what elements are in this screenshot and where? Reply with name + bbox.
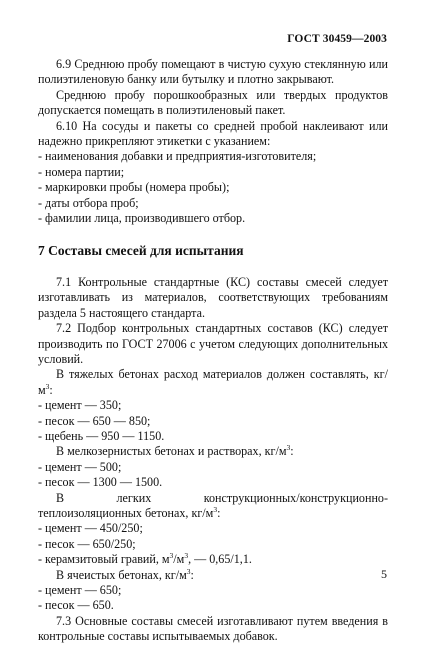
light-concrete-intro: В легких конструкционных/конструкционно-теплоизоляционных бетонах, $кг/м^3$: bbox=[38, 490, 388, 520]
list-item: - фамилии лица, производившего отбор. bbox=[38, 211, 246, 226]
list-item: - щебень — 950 — 1150. bbox=[38, 428, 165, 443]
list-item: - маркировки пробы (номера пробы); bbox=[38, 180, 230, 195]
list-item: - цемент — 650; bbox=[38, 583, 122, 597]
paragraph-7-2: 7.2 Подбор контрольных стандартных составов (КС) следует производить по ГОСТ 27006 с учетом следующих дополнительных условий. bbox=[38, 321, 388, 366]
list-item: - песок — 650/250; bbox=[38, 536, 136, 551]
paragraph-7-1: 7.1 Контрольные стандартные (КС) составы смесей следует изготавливать из материалов, соответствующих требованиям раздела 5 настоящего стандарта. bbox=[38, 274, 388, 320]
list-item: - номера партии; bbox=[38, 164, 125, 179]
fine-concrete-intro: В мелкозернистых бетонах и растворах, $кг/м^3$: bbox=[56, 443, 294, 459]
list-item: - песок — 650 — 850; bbox=[38, 413, 151, 428]
list-item: - цемент — 450/250; bbox=[38, 521, 143, 536]
list-item: - цемент — 350; bbox=[38, 398, 122, 413]
list-item: - даты отбора проб; bbox=[38, 195, 139, 210]
list-item: - цемент — 500; bbox=[38, 459, 122, 474]
paragraph-6-9: 6.9 Среднюю пробу помещают в чистую сухую стеклянную или полиэтиленовую банку или бутылку и плотно закрывают. bbox=[38, 57, 388, 87]
paragraph-6-10: 6.10 На сосуды и пакеты со средней пробой наклеивают или надежно прикрепляют этикетки с указанием: bbox=[38, 118, 388, 149]
list-item-gravel: - керамзитовый гравий, $м^3/м^3$, — 0,65/1,1. bbox=[38, 551, 252, 567]
document-body bbox=[38, 57, 388, 645]
list-item: - песок — 650. bbox=[38, 598, 114, 613]
page-number: 5 bbox=[381, 567, 387, 581]
paragraph-sample-bag: Среднюю пробу порошкообразных или твердых продуктов допускается помещать в полиэтиленовый пакет. bbox=[38, 87, 388, 118]
list-item: - наименования добавки и предприятия-изготовителя; bbox=[38, 149, 317, 164]
heavy-concrete-intro: В тяжелых бетонах расход материалов должен составлять, $кг/м^3$: bbox=[38, 367, 388, 397]
cellular-concrete-intro: В ячеистых бетонах, $кг/м^3$: bbox=[56, 566, 194, 582]
list-item: - песок — 1300 — 1500. bbox=[38, 475, 163, 490]
section-title: 7 Составы смесей для испытания bbox=[38, 243, 244, 259]
document-header: ГОСТ 30459—2003 bbox=[287, 33, 387, 45]
paragraph-7-3: 7.3 Основные составы смесей изготавливают путем введения в контрольные составы испытываемых добавок. bbox=[38, 613, 388, 644]
